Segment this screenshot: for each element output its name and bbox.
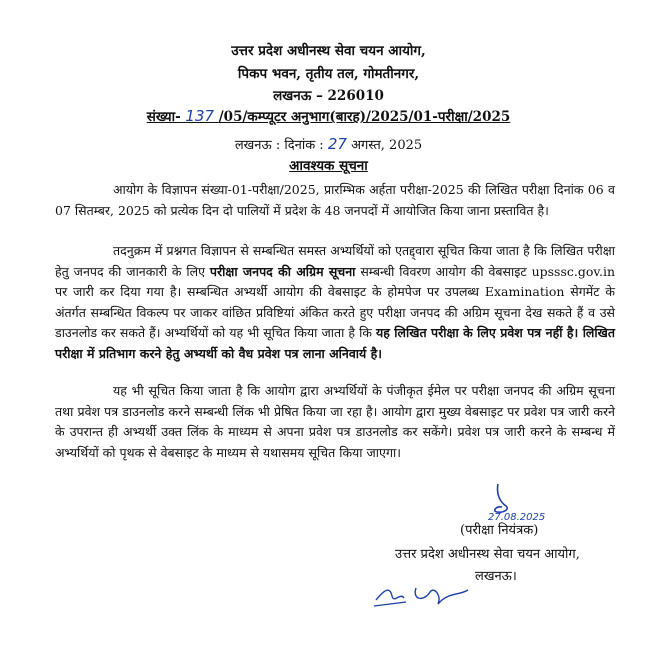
signatory-org: उत्तर प्रदेश अधीनस्थ सेवा चयन आयोग, <box>395 547 580 562</box>
reference-number <box>0 107 657 125</box>
date-suffix: अगस्त, 2025 <box>351 138 423 153</box>
reference-prefix: संख्या- <box>146 109 181 125</box>
paragraph-2-text-b: सम्बन्धी विवरण आयोग की वेबसाइट upsssc.gov.in पर जारी कर दिया गया है। सम्बन्धित अभ्यर्थी आयोग की वेबसाइट के होमपेज पर उपलब्ध Examination सेगमेंट के अंतर्गत सम्बन्धित विकल्प पर जाकर वांछित प्रविष्टियां अंकित करते हुए परीक्षा जनपद की अग्रिम सूचना देख सकते हैं व उसे डाउनलोड कर सकते हैं। अभ्यर्थियों को यह भी सूचित किया जाता है कि <box>55 263 615 340</box>
signatory-city: लखनऊ। <box>475 569 517 584</box>
org-name: उत्तर प्रदेश अधीनस्थ सेवा चयन आयोग, <box>231 43 426 59</box>
org-city-pin: लखनऊ – 226010 <box>273 88 384 104</box>
reference-suffix: /05/कम्प्यूटर अनुभाग(बारह)/2025/01-परीक्षा/2025 <box>218 109 511 125</box>
paragraph-2-text-a: तदनुक्रम में प्रश्नगत विज्ञापन से सम्बन्धित समस्त अभ्यर्थियों को एतद्द्वारा सूचित किया जाता है कि लिखित परीक्षा हेतु जनपद की जानकारी के लिए <box>55 243 615 279</box>
paragraph-3 <box>55 381 615 463</box>
paragraph-1 <box>55 180 615 221</box>
paragraph-2-bold-advance-notice: परीक्षा जनपद की अग्रिम सूचना <box>209 263 356 279</box>
signature-handwritten-date: 27.08.2025 <box>488 512 546 523</box>
paragraph-1-text: आयोग के विज्ञापन संख्या-01-परीक्षा/2025, प्रारम्भिक अर्हता परीक्षा-2025 की लिखित परीक्षा दिनांक 06 व 07 सितम्बर, 2025 को प्रत्येक दिन दो पालियों में प्रदेश के 48 जनपदों में आयोजित किया जाना प्रस्तावित है। <box>55 182 615 218</box>
signatory-role: (परीक्षा नियंत्रक) <box>460 523 539 538</box>
paragraph-3-text: यह भी सूचित किया जाता है कि आयोग द्वारा अभ्यर्थियों के पंजीकृत ईमेल पर परीक्षा जनपद की अग्रिम सूचना तथा प्रवेश पत्र डाउनलोड करने सम्बन्धी लिंक भी प्रेषित किया जा रहा है। आयोग द्वारा मुख्य वेबसाइट पर प्रवेश पत्र जारी करने के उपरान्त ही अभ्यर्थी उक्त लिंक के माध्यम से अपना प्रवेश पत्र डाउनलोड कर सकेंगे। प्रवेश पत्र जारी करने के सम्बन्ध में अभ्यर्थियों को पृथक से वेबसाइट के माध्यम से यथासमय सूचित किया जाएगा। <box>55 383 615 460</box>
reference-handwritten-number: 137 <box>185 107 215 125</box>
handwritten-initials <box>372 578 482 614</box>
paragraph-2-bold-admit-card-warning: यह लिखित परीक्षा के लिए प्रवेश पत्र नहीं है। लिखित परीक्षा में प्रतिभाग करने हेतु अभ्यर्थी को वैध प्रवेश पत्र लाना अनिवार्य है। <box>55 325 615 361</box>
date-prefix: लखनऊ : दिनांक : <box>234 138 324 153</box>
date-handwritten-day: 27 <box>327 135 347 153</box>
notice-title: आवश्यक सूचना <box>289 158 368 174</box>
paragraph-2 <box>55 241 615 364</box>
date-line <box>0 135 657 153</box>
org-address: पिकप भवन, तृतीय तल, गोमतीनगर, <box>237 66 420 82</box>
